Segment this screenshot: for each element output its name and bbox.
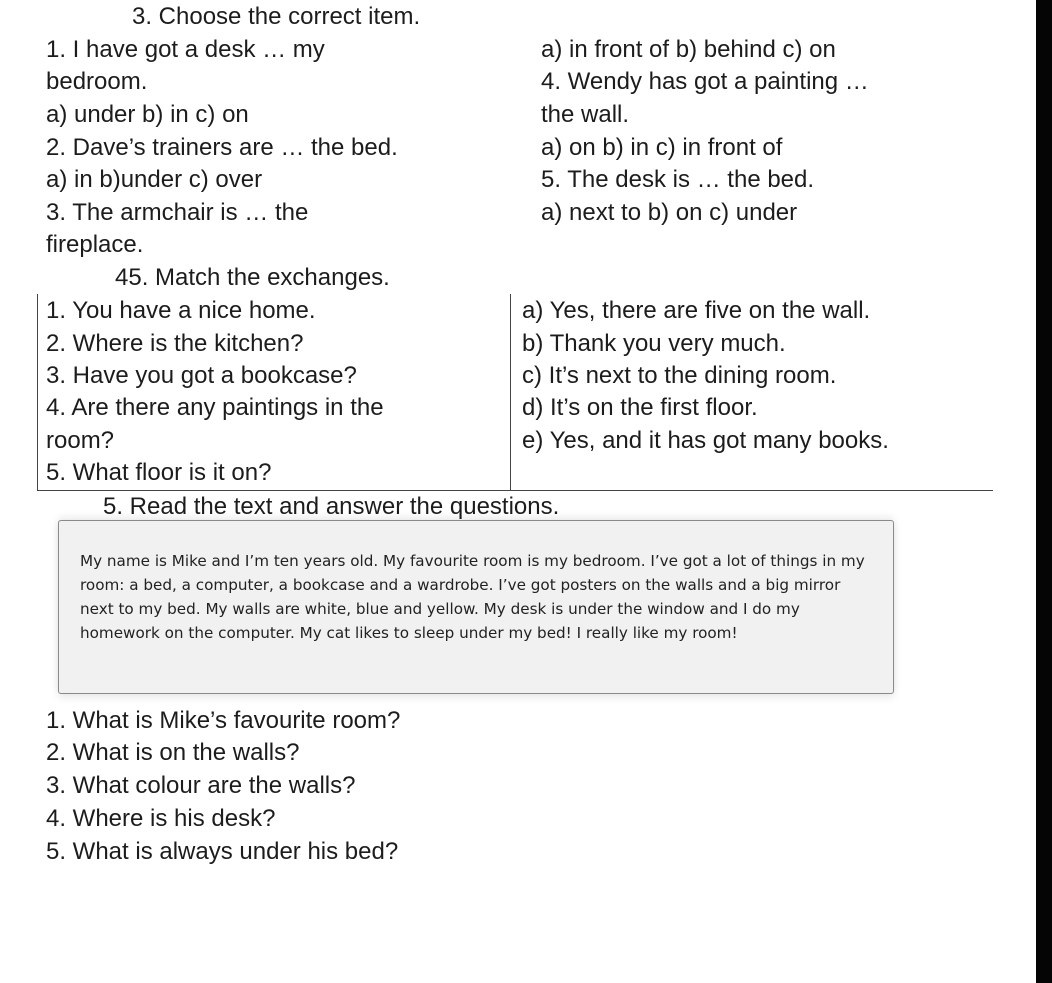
match-question: 5. What floor is it on? xyxy=(46,459,272,486)
match-answer: a) Yes, there are five on the wall. xyxy=(522,297,871,324)
match-question: 2. Where is the kitchen? xyxy=(46,330,304,357)
match-answer: d) It’s on the first floor. xyxy=(522,394,758,421)
reading-question: 3. What colour are the walls? xyxy=(46,772,356,799)
section3-left-line: 1. I have got a desk … my xyxy=(46,36,325,63)
screen-edge xyxy=(1036,0,1052,983)
reading-paragraph: My name is Mike and I’m ten years old. My favourite room is my bedroom. I’ve got a lot of things in my room: a bed, a computer, a bookcase and a wardrobe. I’ve got posters on the walls and a big mirror next to my bed. My walls are white, blue and yellow. My desk is under the window and I do my homework on the computer. My cat likes to sleep under my bed! I really like my room! xyxy=(80,552,865,642)
match-question: 3. Have you got a bookcase? xyxy=(46,362,357,389)
section3-right-line: 4. Wendy has got a painting … xyxy=(541,68,869,95)
section3-left-line: 2. Dave’s trainers are … the bed. xyxy=(46,134,398,161)
match-answer: b) Thank you very much. xyxy=(522,330,786,357)
section3-right-line: a) in front of b) behind c) on xyxy=(541,36,836,63)
section3-left-line: bedroom. xyxy=(46,68,148,95)
reading-question: 2. What is on the walls? xyxy=(46,739,300,766)
match-question: 4. Are there any paintings in the xyxy=(46,394,384,421)
match-table-divider xyxy=(510,294,511,490)
reading-question: 4. Where is his desk? xyxy=(46,805,276,832)
reading-question: 1. What is Mike’s favourite room? xyxy=(46,707,401,734)
section3-right-line: a) on b) in c) in front of xyxy=(541,134,783,161)
match-answer: c) It’s next to the dining room. xyxy=(522,362,837,389)
section3-left-line: a) in b)under c) over xyxy=(46,166,263,193)
section3-right-line: the wall. xyxy=(541,101,630,128)
reading-text xyxy=(80,549,870,645)
section3-right-line: 5. The desk is … the bed. xyxy=(541,166,815,193)
section3-title: 3. Choose the correct item. xyxy=(132,3,421,30)
match-answer: e) Yes, and it has got many books. xyxy=(522,427,889,454)
reading-question: 5. What is always under his bed? xyxy=(46,838,399,865)
section3-right-line: a) next to b) on c) under xyxy=(541,199,798,226)
match-question: room? xyxy=(46,427,115,454)
section5-title: 5. Read the text and answer the questions. xyxy=(103,493,560,520)
section3-left-line: fireplace. xyxy=(46,231,144,258)
match-question: 1. You have a nice home. xyxy=(46,297,316,324)
section3-left-line: a) under b) in c) on xyxy=(46,101,249,128)
section3-left-line: 3. The armchair is … the xyxy=(46,199,309,226)
section45-title: 45. Match the exchanges. xyxy=(115,264,390,291)
